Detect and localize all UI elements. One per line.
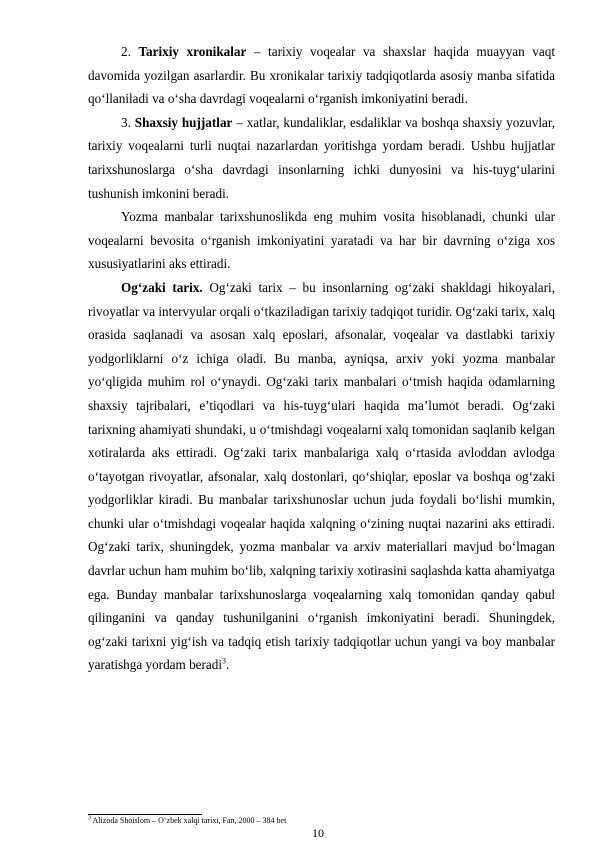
footnote <box>88 816 555 826</box>
body-text <box>88 40 555 677</box>
paragraph-text: Yozma manbalar tarixshunoslikda eng muhim vosita hisoblanadi, chunki ular voqealarni bevosita o‘rganish imkoniyatini yaratadi va har bir davrning o‘ziga xos xususiyatlarini aks ettiradi. <box>88 209 555 272</box>
term-historical-chronicles: Tarixiy xronikalar <box>138 44 247 59</box>
paragraph-text: Og‘zaki tarix – bu insonlarning og‘zaki shakldagi hikoyalari, rivoyatlar va intervyular orqali o‘tkaziladigan tarixiy tadqiqot turidir. Og‘zaki tarix, xalq orasida saqlanadi va asosan xalq eposlari, afsonalar, voqealar va dastlabki tarixiy yodgorliklarni o‘z ichiga oladi. Bu manba, ayniqsa, arxiv yoki yozma manbalar yo‘qligida muhim rol o‘ynaydi. Og‘zaki tarix manbalari o‘tmish haqida odamlarning shaxsiy tajribalari, e’tiqodlari va his-tuyg‘ulari haqida ma’lumot beradi. Og‘zaki tarixning ahamiyati shundaki, u o‘tmishdagi voqealarni xalq tomonidan saqlanib kelgan xotiralarda aks ettiradi. Og‘zaki tarix manbalariga xalq o‘rtasida avloddan avlodga o‘tayotgan rivoyatlar, afsonalar, xalq dostonlari, qo‘shiqlar, eposlar va boshqa og‘zaki yodgorliklar kiradi. Bu manbalar tarixshunoslar uchun juda foydali bo‘lishi mumkin, chunki ular o‘tmishdagi voqealar haqida xalqning o‘zining nuqtai nazarini aks ettiradi. Og‘zaki tarix, shuningdek, yozma manbalar va arxiv materiallari mavjud bo‘lmagan davrlar uchun ham muhim bo‘lib, xalqning tarixiy xotirasini saqlashda katta ahamiyatga ega. Bunday manbalar tarixshunoslarga voqealarning xalq tomonidan qanday qabul qilinganini va qanday tushunilganini o‘rganish imkoniyatini beradi. Shuningdek, og‘zaki tarixni yig‘ish va tadqiq etish tarixiy tadqiqotlar uchun yangi va boy manbalar yaratishga yordam beradi <box>88 279 555 673</box>
term-personal-documents: Shaxsiy hujjatlar <box>134 114 233 130</box>
term-oral-history: Og‘zaki tarix. <box>121 279 203 295</box>
paragraph-end: . <box>226 657 230 673</box>
paragraph-text: – tarixiy voqealar va shaxslar haqida muayyan vaqt davomida yozilgan asarlardir. Bu xronikalar tarixiy tadqiqotlarda asosiy manba sifatida qo‘llaniladi va o‘sha davrdagi voqealarni o‘rganish imkoniyatini beradi. <box>88 44 555 107</box>
list-number: 2. <box>121 44 131 59</box>
paragraph-written-sources <box>88 205 555 276</box>
footnote-marker: 3 <box>88 815 91 822</box>
paragraph-text: – xatlar, kundaliklar, esdaliklar va boshqa shaxsiy yozuvlar, tarixiy voqealarni turli nuqtai nazarlardan yoritishga yordam beradi. Ushbu hujjatlar tarixshunoslarga o‘sha davrdagi insonlarning ichki dunyosini va his-tuyg‘ularini tushunish imkonini beradi. <box>88 114 556 201</box>
footnote-text: Alizoda Shoislom – O‘zbek xalqi tarixi, Fan, 2000 – 384 bet <box>91 816 287 825</box>
paragraph-historical-chronicles <box>88 40 555 111</box>
footnote-divider <box>88 814 202 815</box>
page-number: 10 <box>312 826 324 840</box>
footnote-reference[interactable]: 3 <box>222 657 227 667</box>
paragraph-oral-history <box>88 276 555 677</box>
list-number: 3. <box>121 114 131 130</box>
paragraph-personal-documents <box>88 111 555 205</box>
